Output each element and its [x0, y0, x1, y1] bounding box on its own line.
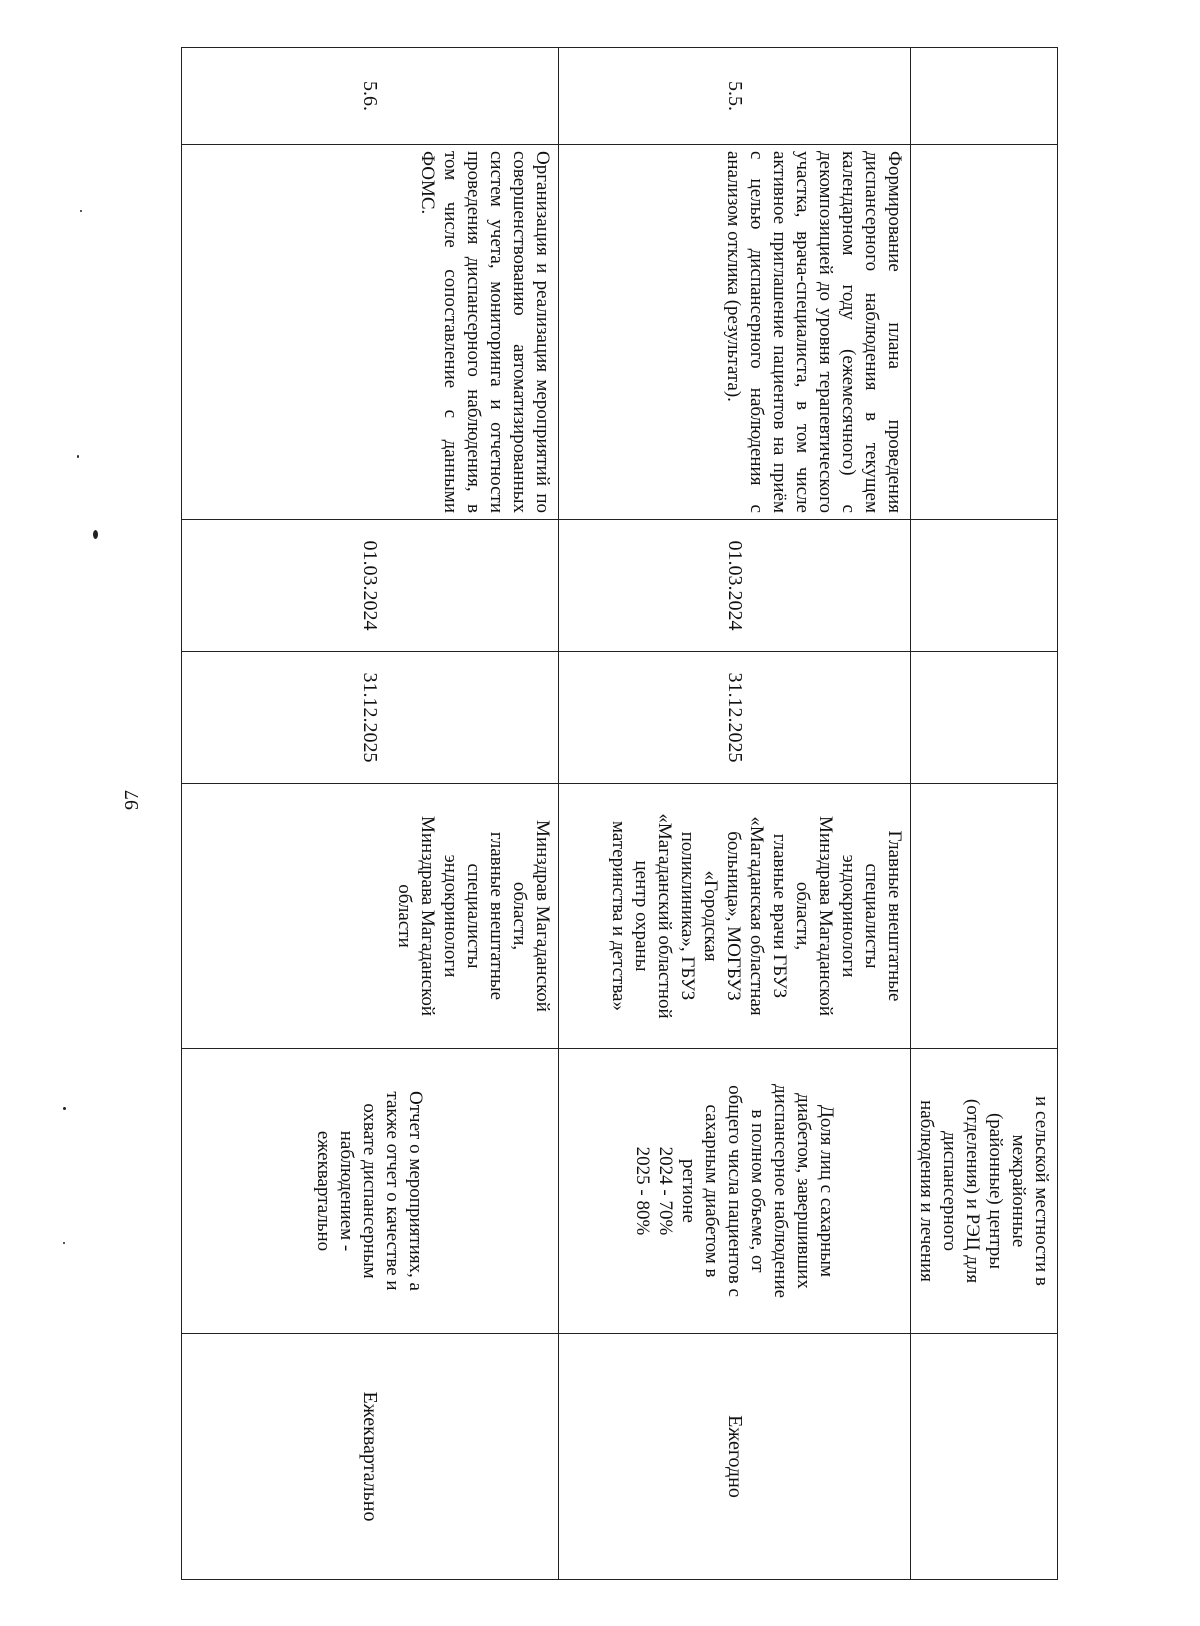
responsible-line: специалисты	[861, 863, 882, 969]
activity-cell: Организация и реализация мероприятий по совершенствованию автоматизированных систем учета, мониторинга и отчетности проведения диспансерного наблюдения, в том числе сопоставление с данными ФОМС.	[182, 145, 559, 520]
row-number-cell: 5.5.	[559, 48, 911, 145]
result-cell	[559, 1049, 911, 1334]
end-date-cell: 31.12.2025	[559, 652, 911, 784]
responsible-line: главные внештатные	[486, 831, 507, 1001]
frequency-cell: Ежеквартально	[182, 1334, 559, 1580]
responsible-line: «Магаданская областная	[746, 816, 767, 1016]
result-line: Доля лиц с сахарным	[816, 1104, 837, 1278]
result-line: диабетом, завершивших	[793, 1093, 814, 1289]
responsible-line: эндокринологи	[838, 854, 859, 978]
rotated-table-container	[183, 47, 1058, 1579]
activity-cell: Формирование плана проведения диспансерного наблюдения в текущем календарном году (ежемесячного) с декомпозицией до уровня терапевтического участка, врача-специалиста, в том числе активное приглашение пациентов на приём с целью диспансерного наблюдения с анализом отклика (результата).	[559, 145, 911, 520]
responsible-line: главные врачи ГБУЗ	[769, 833, 790, 999]
result-line: сахарным диабетом в	[701, 1104, 722, 1278]
row-number-cell: 5.6.	[182, 48, 559, 145]
result-line: ежеквартально	[313, 1130, 335, 1252]
result-line: и сельской местности в	[1031, 1096, 1052, 1286]
result-cell	[911, 1049, 1058, 1334]
result-line: 2025 - 80%	[632, 1146, 653, 1236]
result-line: в полном объеме, от	[747, 1109, 768, 1273]
responsible-cell	[559, 784, 911, 1049]
result-line: регионе	[678, 1159, 699, 1223]
scan-speck	[93, 530, 98, 539]
page-number: 97	[121, 790, 143, 810]
result-line: наблюдения и лечения	[916, 1100, 937, 1282]
responsible-line: поликлиника», ГБУЗ	[677, 831, 698, 1001]
responsible-line: «Городская	[700, 870, 721, 962]
activity-cell	[911, 145, 1058, 520]
result-line: диспансерного	[939, 1130, 960, 1252]
table-row	[182, 48, 559, 1580]
responsible-line: Главные внештатные	[884, 830, 905, 1002]
responsible-line: больница», МОГБУЗ	[723, 831, 744, 1001]
result-line: (районные) центры	[985, 1112, 1006, 1270]
result-cell	[182, 1049, 559, 1334]
table-row	[559, 48, 911, 1580]
responsible-line: материнства и детства»	[608, 821, 629, 1011]
result-line: охвате диспансерным	[359, 1103, 381, 1279]
result-line: (отделения) и РЭЦ для	[962, 1098, 983, 1284]
result-line: общего числа пациентов с	[724, 1085, 745, 1297]
result-line: также отчет о качестве и	[382, 1091, 404, 1291]
end-date-cell	[911, 652, 1058, 784]
responsible-line: области,	[509, 881, 530, 951]
start-date-cell: 01.03.2024	[559, 520, 911, 652]
responsible-cell	[182, 784, 559, 1049]
result-line: диспансерное наблюдение	[770, 1083, 791, 1299]
responsible-line: центр охраны	[631, 860, 652, 972]
responsible-line: эндокринологи	[440, 854, 461, 978]
responsible-line: области,	[792, 881, 813, 951]
responsible-line: Минздрава Магаданской	[417, 815, 438, 1017]
responsible-line: Минздрава Магаданской	[815, 815, 836, 1017]
result-line: наблюдением -	[336, 1130, 358, 1252]
result-line: Отчет о мероприятиях, а	[405, 1091, 427, 1291]
responsible-line: Минздрав Магаданской	[532, 820, 553, 1012]
responsible-line: «Магаданский областной	[654, 813, 675, 1019]
responsible-line: специалисты	[463, 863, 484, 969]
frequency-cell: Ежегодно	[559, 1334, 911, 1580]
scan-speck	[77, 455, 79, 458]
scan-speck	[63, 1107, 66, 1110]
result-line: 2024 - 70%	[655, 1146, 676, 1236]
scan-speck	[63, 1242, 65, 1244]
row-number-cell	[911, 48, 1058, 145]
responsible-cell	[911, 784, 1058, 1049]
table-row	[911, 48, 1058, 1580]
plan-table	[181, 47, 1058, 1580]
start-date-cell	[911, 520, 1058, 652]
responsible-line: области	[394, 884, 415, 948]
scan-speck	[80, 210, 82, 212]
result-line: межрайонные	[1008, 1134, 1029, 1248]
frequency-cell	[911, 1334, 1058, 1580]
start-date-cell: 01.03.2024	[182, 520, 559, 652]
end-date-cell: 31.12.2025	[182, 652, 559, 784]
